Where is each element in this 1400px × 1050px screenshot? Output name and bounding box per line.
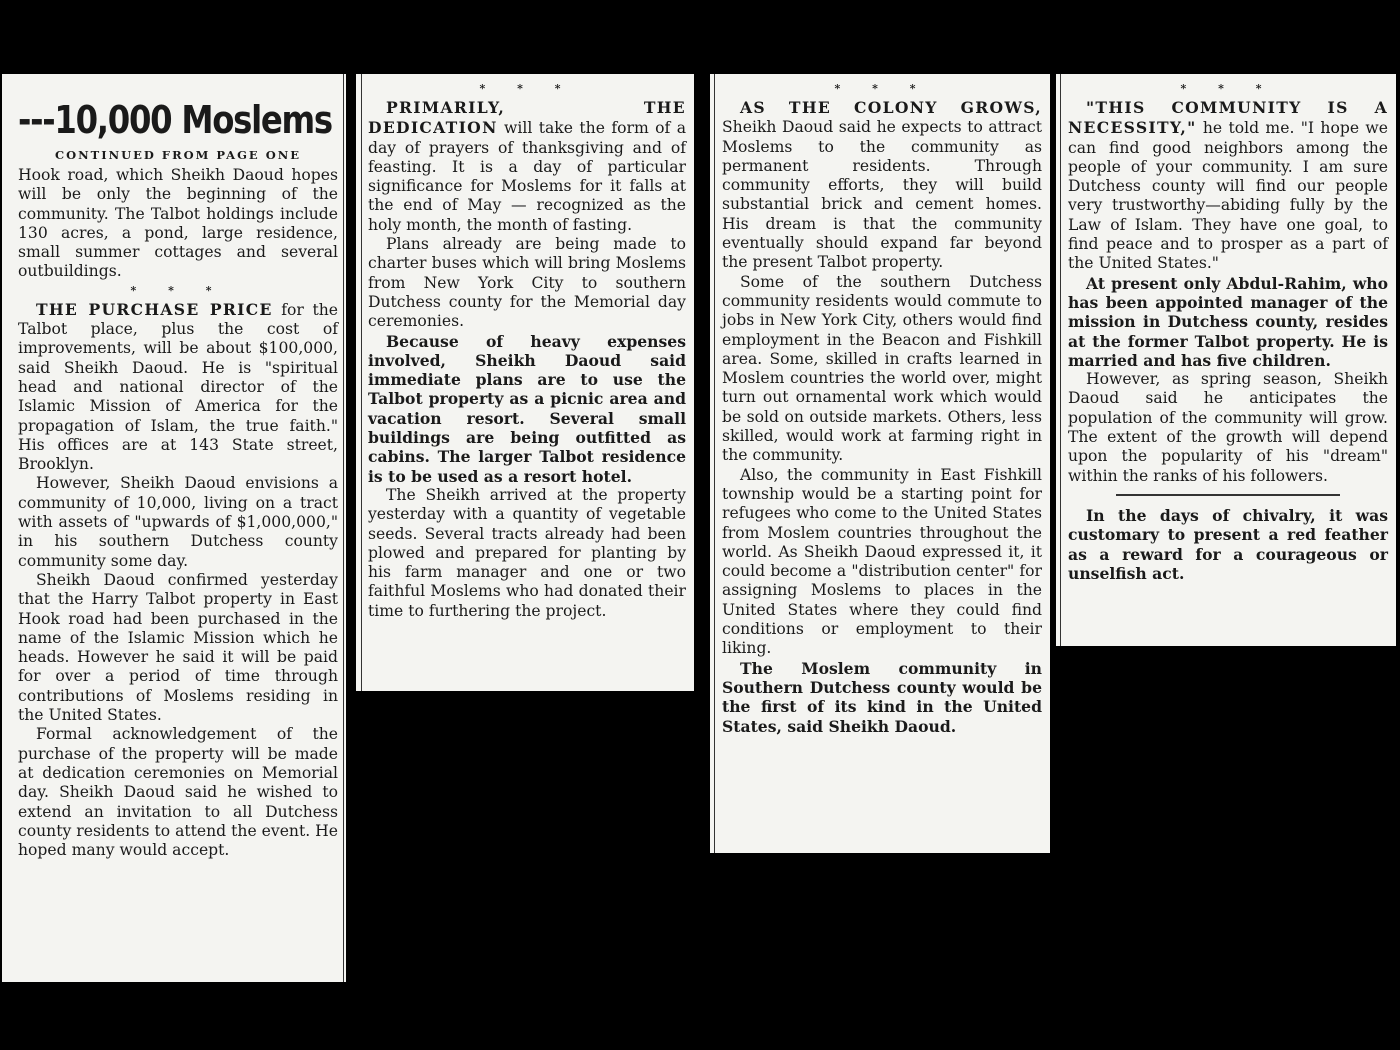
section-stars: * * * xyxy=(130,283,226,297)
paragraph: THE PURCHASE PRICE for the Talbot place, plus the cost of improvements, will be about $100,000, said Sheikh Daoud. He is "spiritual head and national director of the Islamic Mission of America for the propagation of Islam, the true faith." His offices are at 143 State street, Brooklyn. xyxy=(18,299,338,474)
section-stars: * * * xyxy=(834,82,930,95)
paragraph: Hook road, which Sheikh Daoud hopes will be only the beginning of the community. The Talbot holdings include 130 acres, a pond, large residence, small summer cottages and several outbuildings. xyxy=(18,166,338,281)
section-lead: PRIMARILY, THE DEDICATION xyxy=(368,98,686,138)
column-rule xyxy=(714,74,715,853)
article-column-4 xyxy=(1056,74,1396,646)
column-rule xyxy=(343,74,344,982)
section-stars: * * * xyxy=(1180,82,1276,95)
paragraph: However, Sheikh Daoud envisions a community of 10,000, living on a tract with assets of "upwards of $1,000,000," in his southern Dutchess county community some day. xyxy=(18,474,338,570)
paragraph: Plans already are being made to charter buses which will bring Moslems from New York City to southern Dutchess county for the Memorial day ceremonies. xyxy=(368,235,686,331)
section-lead: AS THE COLONY GROWS, xyxy=(740,98,1042,117)
section-lead: THE PURCHASE PRICE xyxy=(36,299,273,319)
article-column-3 xyxy=(710,74,1050,853)
paragraph: Formal acknowledgement of the purchase of the property will be made at dedication ceremonies on Memorial day. Sheikh Daoud said he wished to extend an invitation to all Dutchess county residents to attend the event. He hoped many would accept. xyxy=(18,725,338,860)
column-rule xyxy=(1060,74,1061,646)
paragraph: PRIMARILY, THE DEDICATION will take the form of a day of prayers of thanksgiving and of feasting. It is a day of particular significance for Moslems for it falls at the end of May — recognized as the holy month, the month of fasting. xyxy=(368,98,686,234)
article-column-1 xyxy=(2,74,346,982)
paragraph: AS THE COLONY GROWS, Sheikh Daoud said he expects to attract Moslems to the community as permanent residents. Through community efforts, they will build substantial brick and cement homes. His dream is that the community eventually should expand far beyond the present Talbot property. xyxy=(722,98,1042,272)
paragraph: At present only Abdul-Rahim, who has been appointed manager of the mission in Dutchess county, resides at the former Talbot property. He is married and has five children. xyxy=(1068,273,1388,370)
column-rule xyxy=(361,74,362,691)
section-stars: * * * xyxy=(479,82,575,95)
paragraph: Because of heavy expenses involved, Sheikh Daoud said immediate plans are to use the Talbot property as a picnic area and vacation resort. Several small buildings are being outfitted as cabins. The larger Talbot residence is to be used as a resort hotel. xyxy=(368,331,686,486)
paragraph: Also, the community in East Fishkill township would be a starting point for refugees who come to the United States from Moslem countries throughout the world. As Sheikh Daoud expressed it, it could become a "distribution center" for assigning Moslems to places in the United States where they could find conditions or employment to their liking. xyxy=(722,465,1042,658)
paragraph: However, as spring season, Sheikh Daoud said he anticipates the population of the community will grow. The extent of the growth will depend upon the popularity of his "dream" within the ranks of his followers. xyxy=(1068,370,1388,485)
paragraph: Some of the southern Dutchess community residents would commute to jobs in New York City, others would find employment in the Beacon and Fishkill area. Some, skilled in crafts learned in Moslem countries the world over, might turn out ornamental work which would be sold on outside markets. Others, less skilled, would work at farming right in the community. xyxy=(722,272,1042,465)
paragraph: The Sheikh arrived at the property yesterday with a quantity of vegetable seeds. Several tracts already had been plowed and prepared for planting by his farm manager and one or two faithful Moslems who had donated their time to furthering the project. xyxy=(368,485,686,620)
section-divider xyxy=(1116,494,1340,496)
article-column-2 xyxy=(356,74,694,691)
paragraph: The Moslem community in Southern Dutchess county would be the first of its kind in the United States, said Sheikh Daoud. xyxy=(722,658,1042,736)
paragraph: "THIS COMMUNITY IS A NECESSITY," he told me. "I hope we can find good neighbors among the people of your community. I am sure Dutchess county will find our people very trustworthy—abiding fully by the Law of Islam. They have one goal, to find peace and to prosper as a part of the United States." xyxy=(1068,98,1388,273)
paragraph: Sheikh Daoud confirmed yesterday that the Harry Talbot property in East Hook road had been purchased in the name of the Islamic Mission which he heads. However he said it will be paid for over a period of time through contributions of Moslems residing in the United States. xyxy=(18,570,338,725)
headline: ---10,000 Moslems xyxy=(18,98,332,142)
section-lead: "THIS COMMUNITY IS A NECESSITY," xyxy=(1068,98,1388,138)
filler-paragraph: In the days of chivalry, it was customary to present a red feather as a reward for a courageous or unselfish act. xyxy=(1068,505,1388,583)
continued-from-line: CONTINUED FROM PAGE ONE xyxy=(55,148,301,162)
